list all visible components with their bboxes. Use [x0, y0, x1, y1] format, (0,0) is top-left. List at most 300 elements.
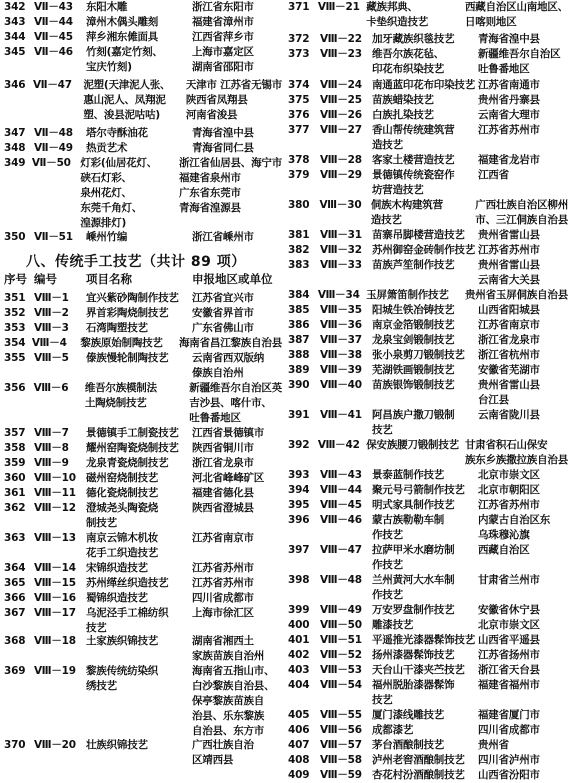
- item-name-line: 苏州缂丝织造技艺: [86, 577, 169, 589]
- item-name: [372, 573, 478, 603]
- item-name: [372, 333, 478, 348]
- item-name-line: 德化瓷烧制技艺: [86, 487, 159, 499]
- region-name: [478, 633, 568, 648]
- table-row: [288, 483, 568, 498]
- item-name: [86, 456, 192, 471]
- item-name-line: 苏州御窑金砖制作技艺: [372, 244, 475, 256]
- item-name-line: 作技艺: [372, 529, 403, 541]
- table-row: [4, 426, 282, 441]
- row-code: Ⅷ－22: [320, 33, 362, 45]
- region-name-line: 日喀则地区: [465, 16, 517, 28]
- region-name-line: 海南省五指山市、: [192, 665, 275, 677]
- region-name-line: 四川省成都市: [478, 724, 540, 736]
- row-code: Ⅷ－8: [34, 442, 69, 454]
- table-row: [4, 501, 282, 531]
- item-name-line: 湟源排灯): [80, 217, 127, 229]
- table-row: [4, 456, 282, 471]
- table-row: [288, 258, 568, 288]
- item-name: [372, 768, 478, 783]
- row-number: 381: [288, 229, 310, 241]
- row-code: Ⅷ－50: [320, 619, 362, 631]
- item-name-line: 拉萨甲米水磨坊制: [372, 544, 455, 556]
- item-name-line: 卡垫织造技艺: [366, 16, 429, 28]
- item-name: [86, 0, 192, 15]
- region-name: [192, 141, 282, 156]
- item-name-line: 天台山干漆夹苎技艺: [372, 664, 465, 676]
- region-name: [478, 318, 568, 333]
- region-name: [478, 618, 568, 633]
- table-row: [4, 15, 282, 30]
- table-row: [288, 288, 568, 303]
- row-code: Ⅷ－44: [320, 484, 362, 496]
- region-name: [189, 381, 282, 426]
- item-name: [86, 141, 192, 156]
- item-name-line: 扬州漆器髹饰技艺: [372, 649, 455, 661]
- region-name-line: 北京市朝阳区: [478, 484, 540, 496]
- region-name: [478, 303, 568, 318]
- item-name: [372, 648, 478, 663]
- item-name: [372, 93, 478, 108]
- item-name: [86, 291, 192, 306]
- region-name-line: 江苏省苏州市: [192, 577, 254, 589]
- region-name: [192, 126, 282, 141]
- region-name-line: 湖南省邵阳市: [192, 61, 254, 73]
- region-name-line: 内蒙古自治区东: [478, 514, 551, 526]
- item-name-line: 灯彩(仙居花灯、: [80, 157, 158, 169]
- region-name: [192, 664, 282, 739]
- item-name-line: 玉屏箫笛制作技艺: [366, 289, 449, 301]
- item-name: [86, 15, 192, 30]
- row-code: Ⅷ－34: [317, 289, 360, 301]
- region-name: [465, 438, 568, 468]
- table-row: [288, 408, 568, 438]
- row-number: 345: [4, 46, 26, 58]
- region-name-line: 江苏省扬州市: [478, 649, 540, 661]
- region-name-line: 市、三江侗族自治县: [475, 214, 568, 226]
- region-name: [478, 708, 568, 723]
- region-name: [192, 606, 282, 636]
- item-name: [372, 723, 478, 738]
- region-name-line: 甘肃省兰州市: [478, 574, 540, 586]
- row-code: Ⅷ－40: [320, 379, 362, 391]
- region-name: [192, 321, 282, 336]
- item-name-line: 阿昌族户撒刀锻制: [372, 409, 455, 421]
- region-name-line: 西藏自治区: [478, 544, 530, 556]
- region-name: [478, 483, 568, 498]
- region-name: [478, 378, 568, 408]
- row-number: 358: [4, 442, 26, 454]
- region-name: [478, 108, 568, 123]
- item-name: [372, 408, 478, 438]
- row-number: 383: [288, 259, 310, 271]
- item-name-line: 蒙古族勒勒车制: [372, 514, 445, 526]
- item-name-line: 张小泉剪刀锻制技艺: [372, 349, 465, 361]
- row-code: Ⅷ－3: [34, 322, 69, 334]
- item-name-line: 平遥推光漆器髹饰技艺: [372, 634, 475, 646]
- table-row: [4, 78, 282, 123]
- table-row: [4, 351, 282, 381]
- table-row: [288, 318, 568, 333]
- row-code: Ⅷ－23: [320, 48, 362, 60]
- region-name: [478, 258, 568, 288]
- row-number: 391: [288, 409, 310, 421]
- item-name-line: 景德镇手工制瓷技艺: [86, 427, 179, 439]
- item-name-line: 阳城生铁冶铸技艺: [372, 304, 455, 316]
- region-name-line: 贵州省: [478, 739, 509, 751]
- row-code: Ⅷ－49: [320, 604, 362, 616]
- row-number: 375: [288, 94, 310, 106]
- item-name-line: 苗寨吊脚楼营造技艺: [372, 229, 465, 241]
- row-number: 386: [288, 319, 310, 331]
- region-name-line: 四川省泸州市: [478, 754, 540, 766]
- row-code: Ⅷ－11: [34, 487, 76, 499]
- item-name-line: 福州脱胎漆器髹饰: [372, 679, 455, 691]
- region-name-line: 甘肃省积石山保安: [465, 439, 548, 451]
- item-name-line: 竹刻(嘉定竹刻、: [86, 46, 163, 58]
- item-name-line: 客家土楼营造技艺: [372, 154, 455, 166]
- region-name: [478, 363, 568, 378]
- table-row: [4, 321, 282, 336]
- region-name-line: 广东省东莞市: [179, 187, 241, 199]
- item-name: [372, 708, 478, 723]
- table-row: [288, 738, 568, 753]
- row-number: 409: [288, 769, 310, 781]
- region-name-line: 陕西省铜川市: [192, 442, 254, 454]
- region-name: [192, 441, 282, 456]
- item-name-line: 蜀锦织造技艺: [86, 592, 148, 604]
- item-name-line: 龙泉青瓷烧制技艺: [86, 457, 169, 469]
- region-name-line: 台江县: [478, 394, 509, 406]
- row-code: Ⅶ－50: [31, 157, 71, 169]
- row-code: Ⅷ－20: [34, 739, 76, 751]
- item-name-line: 藏族邦典、: [366, 1, 418, 13]
- item-name-line: 明式家具制作技艺: [372, 499, 455, 511]
- item-name: [372, 738, 478, 753]
- row-code: Ⅷ－32: [320, 244, 362, 256]
- row-number: 354: [4, 337, 26, 349]
- region-name-line: 江西省景德镇市: [192, 427, 265, 439]
- table-row: [288, 633, 568, 648]
- region-name: [478, 153, 568, 168]
- row-code: Ⅷ－25: [320, 94, 362, 106]
- item-name: [372, 618, 478, 633]
- row-code: Ⅷ－30: [319, 199, 362, 211]
- row-number: 382: [288, 244, 310, 256]
- item-name: [86, 576, 192, 591]
- region-name-line: 江苏省南京市: [478, 319, 540, 331]
- item-name: [372, 363, 478, 378]
- row-code: Ⅷ－13: [34, 532, 76, 544]
- region-name-line: 山西省平遥县: [478, 634, 540, 646]
- table-row: [288, 0, 568, 30]
- table-row: [288, 243, 568, 258]
- row-number: 361: [4, 487, 26, 499]
- row-code: Ⅷ－5: [34, 352, 69, 364]
- table-row: [288, 603, 568, 618]
- item-name-line: 塑、浚县泥咕咕): [83, 109, 161, 121]
- region-name: [478, 738, 568, 753]
- item-name: [372, 468, 478, 483]
- item-name-line: 东阳木雕: [86, 1, 128, 13]
- table-row: [4, 45, 282, 75]
- row-number: 370: [4, 739, 26, 751]
- region-name-line: 自治县、东方市: [192, 725, 265, 737]
- row-code: Ⅶ－47: [33, 79, 72, 91]
- item-name: [80, 336, 179, 351]
- item-name: [366, 438, 465, 468]
- table-row: [4, 0, 282, 15]
- item-name: [86, 501, 192, 531]
- item-name-line: 保安族腰刀锻制技艺: [366, 439, 459, 451]
- row-number: 353: [4, 322, 26, 334]
- item-name: [86, 634, 192, 664]
- region-name-line: 西藏自治区山南地区、: [465, 1, 568, 13]
- region-name: [478, 93, 568, 108]
- region-name-line: 区靖西县: [192, 754, 234, 766]
- region-name-line: 河南省浚县: [185, 109, 238, 121]
- row-code: Ⅷ－4: [31, 337, 67, 349]
- item-name-line: 漳州木偶头雕刻: [86, 16, 159, 28]
- item-name: [372, 633, 478, 648]
- region-name-line: 江西省萍乡市: [192, 31, 254, 43]
- item-name: [372, 258, 478, 288]
- row-code: Ⅷ－47: [320, 544, 362, 556]
- row-code: Ⅷ－17: [34, 607, 76, 619]
- row-number: 399: [288, 604, 310, 616]
- region-name: [478, 228, 568, 243]
- region-name-line: 陕西省澄城县: [192, 502, 254, 514]
- item-name-line: 宜兴紫砂陶制作技艺: [86, 292, 179, 304]
- row-code: Ⅷ－58: [320, 754, 362, 766]
- region-name: [192, 576, 282, 591]
- item-name-line: 景德镇传统瓷窑作: [372, 169, 455, 181]
- table-row: [288, 228, 568, 243]
- region-name: [465, 288, 568, 303]
- item-name-line: 加牙藏族织毯技艺: [372, 33, 455, 45]
- region-name-line: 青海省同仁县: [192, 142, 254, 154]
- row-number: 369: [4, 665, 26, 677]
- region-name-line: 治县、乐东黎族: [192, 710, 265, 722]
- region-name: [478, 243, 568, 258]
- row-code: Ⅷ－10: [34, 472, 76, 484]
- row-code: Ⅷ－54: [320, 679, 362, 691]
- table-row: [4, 576, 282, 591]
- region-name-line: 江西省: [478, 169, 509, 181]
- region-name-line: 吉沙县、喀什市、: [189, 397, 272, 409]
- row-code: Ⅷ－14: [34, 562, 76, 574]
- region-name-line: 贵州省玉屏侗族自治县: [465, 289, 568, 301]
- row-number: 347: [4, 127, 26, 139]
- region-name: [192, 531, 282, 561]
- row-number: 390: [288, 379, 310, 391]
- region-name: [179, 336, 282, 351]
- table-row: [4, 441, 282, 456]
- item-name-line: 杏花村汾酒酿制技艺: [372, 769, 465, 781]
- table-row: [288, 513, 568, 543]
- row-number: 404: [288, 679, 310, 691]
- row-code: Ⅷ－53: [320, 664, 362, 676]
- header-no: 序号: [4, 272, 27, 286]
- region-name-line: 云南省西双版纳: [192, 352, 265, 364]
- row-number: 401: [288, 634, 310, 646]
- table-row: [288, 78, 568, 93]
- table-row: [4, 306, 282, 321]
- item-name-line: 壮族织锦技艺: [86, 739, 148, 751]
- row-number: 374: [288, 79, 310, 91]
- table-row: [4, 561, 282, 576]
- row-code: Ⅷ－7: [34, 427, 69, 439]
- table-row: [4, 230, 282, 245]
- row-number: 394: [288, 484, 310, 496]
- row-number: 342: [4, 1, 26, 13]
- region-name: [192, 591, 282, 606]
- row-code: Ⅷ－9: [34, 457, 69, 469]
- row-code: Ⅶ－43: [34, 1, 73, 13]
- table-row: [288, 618, 568, 633]
- row-code: Ⅷ－46: [320, 514, 362, 526]
- region-name-line: 北京市崇文区: [478, 619, 540, 631]
- item-name-line: 黎族原始制陶技艺: [80, 337, 163, 349]
- region-name-line: 浙江省嵊州市: [192, 231, 254, 243]
- item-name-line: 技艺: [372, 694, 393, 706]
- region-name: [478, 408, 568, 438]
- item-name: [86, 664, 192, 739]
- item-name: [372, 303, 478, 318]
- region-name: [192, 501, 282, 531]
- item-name: [372, 32, 478, 47]
- item-name: [86, 426, 192, 441]
- region-name-line: 新疆维吾尔自治区: [478, 48, 561, 60]
- row-code: Ⅷ－35: [320, 304, 362, 316]
- item-name-line: 宝庆竹刻): [86, 61, 132, 73]
- region-name: [192, 426, 282, 441]
- item-name-line: 嵊州竹编: [86, 231, 128, 243]
- region-name-line: 青海省湟中县: [192, 127, 254, 139]
- item-name: [372, 108, 478, 123]
- region-name-line: 贵州省雷山县: [478, 259, 540, 271]
- item-name-line: 香山帮传统建筑营: [372, 124, 455, 136]
- item-name: [372, 498, 478, 513]
- region-name-line: 福建省泉州市: [179, 172, 241, 184]
- region-name: [478, 47, 568, 77]
- row-number: 363: [4, 532, 26, 544]
- row-code: Ⅷ－38: [320, 349, 362, 361]
- item-name: [372, 483, 478, 498]
- item-name-line: 白族扎染技艺: [372, 109, 434, 121]
- item-name: [85, 381, 189, 426]
- row-code: Ⅷ－16: [34, 592, 76, 604]
- item-name: [86, 230, 192, 245]
- region-name-line: 云南省大关县: [478, 274, 540, 286]
- item-name-line: 耀州窑陶瓷烧制技艺: [86, 442, 179, 454]
- region-name-line: 江苏省苏州市: [478, 499, 540, 511]
- row-number: 365: [4, 577, 26, 589]
- region-name-line: 乌珠穆沁旗: [478, 529, 530, 541]
- item-name-line: 作技艺: [372, 589, 403, 601]
- row-code: Ⅶ－44: [34, 16, 73, 28]
- row-number: 397: [288, 544, 310, 556]
- row-code: Ⅷ－45: [320, 499, 362, 511]
- region-name-line: 新疆维吾尔自治区英: [189, 382, 282, 394]
- row-code: Ⅷ－55: [320, 709, 362, 721]
- region-name-line: 浙江省杭州市: [478, 349, 540, 361]
- item-name-line: 聚元号弓箭制作技艺: [372, 484, 465, 496]
- row-code: Ⅷ－36: [320, 319, 362, 331]
- region-name-line: 福建省德化县: [192, 487, 254, 499]
- region-name: [478, 513, 568, 543]
- region-name-line: 浙江省龙泉市: [478, 334, 540, 346]
- region-name: [192, 15, 282, 30]
- item-name: [86, 321, 192, 336]
- table-row: [4, 738, 282, 768]
- row-code: Ⅷ－28: [320, 154, 362, 166]
- region-name-line: 吐鲁番地区: [478, 63, 530, 75]
- table-row: [288, 573, 568, 603]
- row-code: Ⅷ－31: [320, 229, 362, 241]
- row-code: Ⅷ－41: [320, 409, 362, 421]
- item-name-line: 雕漆技艺: [372, 619, 414, 631]
- region-name-line: 上海市徐汇区: [192, 607, 254, 619]
- item-name-line: 坊营造技艺: [372, 184, 424, 196]
- item-name-line: 澄城尧头陶瓷烧: [86, 502, 159, 514]
- item-name-line: 宋锦织造技艺: [86, 562, 148, 574]
- table-row: [4, 634, 282, 664]
- region-name: [192, 471, 282, 486]
- region-name-line: 安徽省休宁县: [478, 604, 540, 616]
- region-name: [478, 678, 568, 708]
- item-name-line: 兰州黄河大水车制: [372, 574, 455, 586]
- item-name: [372, 123, 478, 153]
- row-number: 367: [4, 607, 26, 619]
- item-name: [372, 663, 478, 678]
- row-number: 366: [4, 592, 26, 604]
- region-name-line: 江苏省苏州市: [478, 124, 540, 136]
- region-name: [478, 32, 568, 47]
- row-number: 360: [4, 472, 26, 484]
- item-name-line: 硖石灯彩、: [80, 172, 132, 184]
- row-code: Ⅷ－59: [320, 769, 362, 781]
- item-name-line: 花手工织造技艺: [86, 547, 159, 559]
- region-name-line: 青海省湟中县: [478, 33, 540, 45]
- region-name-line: 陕西省凤翔县: [185, 94, 248, 106]
- item-name-line: 南京金箔锻制技艺: [372, 319, 455, 331]
- region-name: [478, 768, 568, 783]
- row-number: 385: [288, 304, 310, 316]
- region-name-line: 安徽省界首市: [192, 307, 254, 319]
- region-name: [192, 45, 282, 75]
- table-row: [288, 708, 568, 723]
- table-row: [288, 753, 568, 768]
- item-name-line: 维吾尔族花毡、: [372, 48, 445, 60]
- region-name-line: 浙江省天台县: [478, 664, 540, 676]
- item-name-line: 石湾陶塑技艺: [86, 322, 148, 334]
- item-name: [372, 228, 478, 243]
- region-name: [478, 648, 568, 663]
- item-name-line: 东莞千角灯、: [80, 202, 143, 214]
- row-number: 377: [288, 124, 310, 136]
- table-row: [288, 498, 568, 513]
- row-code: Ⅷ－33: [320, 259, 362, 271]
- table-row: [4, 30, 282, 45]
- row-code: Ⅷ－1: [34, 292, 69, 304]
- region-name-line: 浙江省仙居县、海宁市: [179, 157, 282, 169]
- table-row: [4, 531, 282, 561]
- header-name: 项目名称: [86, 272, 132, 286]
- row-number: 364: [4, 562, 26, 574]
- row-number: 371: [288, 1, 310, 13]
- table-row: [4, 156, 282, 231]
- table-row: [288, 123, 568, 153]
